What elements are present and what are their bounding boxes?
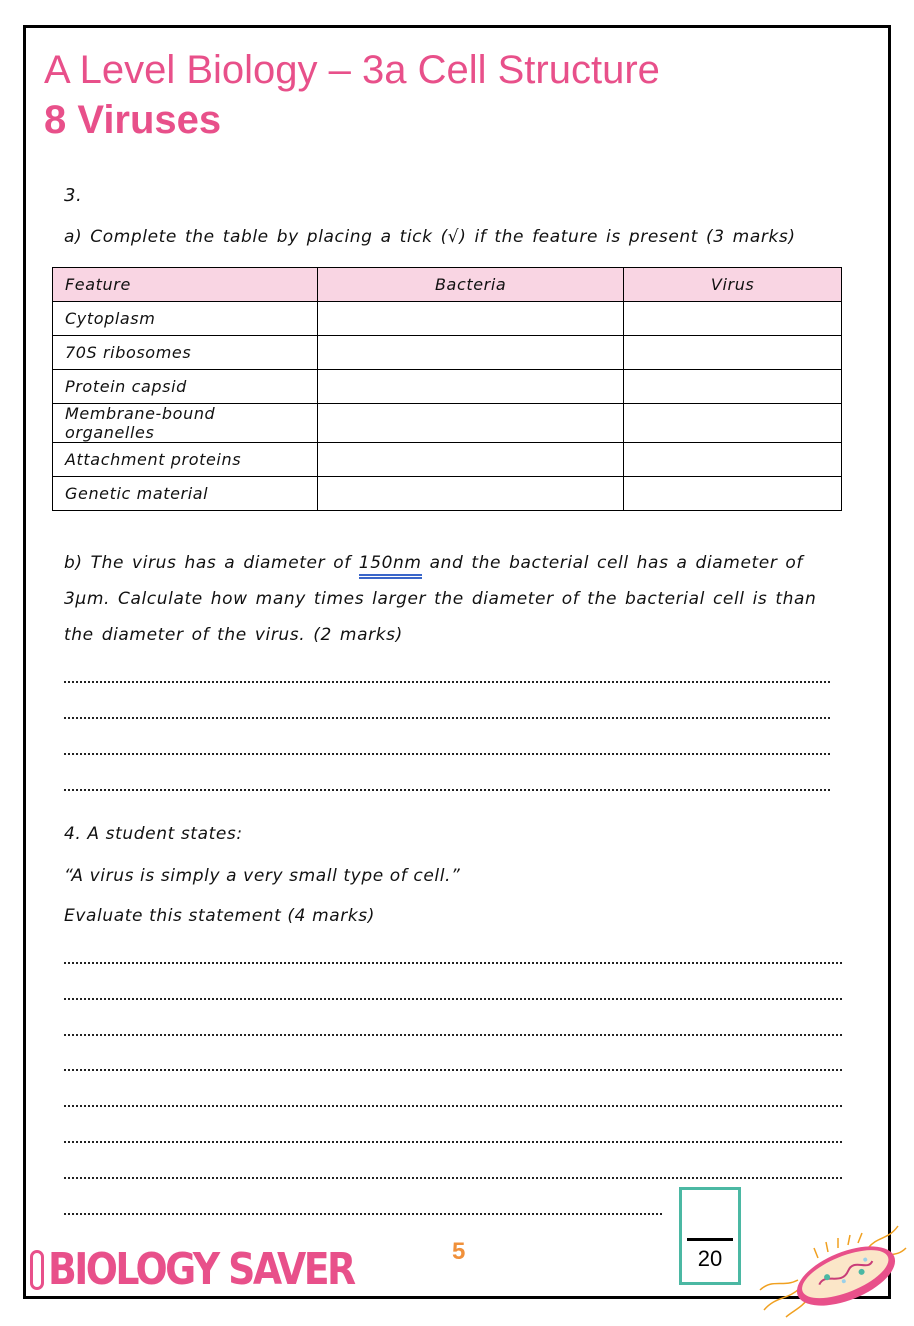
- page-frame: [23, 25, 891, 1299]
- virus-cell[interactable]: [624, 477, 842, 511]
- table-row: [53, 443, 842, 477]
- header-feature: Feature: [53, 268, 318, 302]
- question-3b-line-2: 3µm. Calculate how many times larger the diameter of the bacterial cell is than: [64, 589, 817, 609]
- answer-line[interactable]: [64, 789, 830, 791]
- table-header-row: [53, 268, 842, 302]
- table-row: [53, 302, 842, 336]
- feature-cell: Protein capsid: [53, 370, 318, 404]
- score-total: 20: [697, 1246, 723, 1271]
- table-row: [53, 370, 842, 404]
- feature-cell: Membrane-bound organelles: [53, 404, 318, 443]
- question-3-number: 3.: [64, 185, 83, 206]
- feature-cell: 70S ribosomes: [53, 336, 318, 370]
- bacteria-cell[interactable]: [318, 477, 624, 511]
- page-number: 5: [452, 1238, 466, 1265]
- answer-line[interactable]: [64, 1069, 842, 1071]
- bacterium-icon: [758, 1218, 908, 1318]
- logo-text: BIOLOGY SAVER: [48, 1244, 354, 1295]
- worksheet-title: A Level Biology – 3a Cell Structure: [44, 48, 660, 92]
- answer-line[interactable]: [64, 998, 842, 1000]
- worksheet-subtitle: 8 Viruses: [44, 98, 222, 142]
- score-box[interactable]: [679, 1187, 741, 1285]
- bacteria-cell[interactable]: [318, 302, 624, 336]
- bacteria-cell[interactable]: [318, 370, 624, 404]
- virus-cell[interactable]: [624, 336, 842, 370]
- question-4-intro: 4. A student states:: [64, 824, 243, 844]
- question-4-quote: “A virus is simply a very small type of cell.”: [64, 866, 461, 886]
- question-3b-line-1: [64, 553, 803, 573]
- feature-cell: Genetic material: [53, 477, 318, 511]
- bacteria-cell[interactable]: [318, 443, 624, 477]
- answer-line[interactable]: [64, 1034, 842, 1036]
- virus-cell[interactable]: [624, 370, 842, 404]
- question-3b-line-3: the diameter of the virus. (2 marks): [64, 625, 403, 645]
- table-row: [53, 336, 842, 370]
- answer-line[interactable]: [64, 1105, 842, 1107]
- virus-diameter-value: 150nm: [359, 553, 422, 576]
- answer-line[interactable]: [64, 681, 830, 683]
- feature-cell: Cytoplasm: [53, 302, 318, 336]
- virus-cell[interactable]: [624, 302, 842, 336]
- answer-line[interactable]: [64, 1177, 842, 1179]
- biology-saver-logo: [30, 1244, 354, 1296]
- answer-line[interactable]: [64, 1141, 842, 1143]
- bacteria-cell[interactable]: [318, 336, 624, 370]
- table-row: [53, 404, 842, 443]
- answer-line[interactable]: [64, 962, 842, 964]
- feature-cell: Attachment proteins: [53, 443, 318, 477]
- question-3b-text-after: and the bacterial cell has a diameter of: [421, 553, 804, 573]
- virus-cell[interactable]: [624, 404, 842, 443]
- question-3a-text: a) Complete the table by placing a tick (√) if the feature is present (3 marks): [64, 227, 796, 247]
- question-3b-text-before: b) The virus has a diameter of: [64, 553, 359, 573]
- score-divider: [687, 1238, 733, 1241]
- question-4-instruction: Evaluate this statement (4 marks): [64, 906, 375, 926]
- answer-line[interactable]: [64, 1213, 662, 1215]
- logo-capsule-icon: [30, 1250, 44, 1290]
- header-virus: Virus: [624, 268, 842, 302]
- feature-table: [52, 267, 842, 511]
- answer-line[interactable]: [64, 717, 830, 719]
- virus-cell[interactable]: [624, 443, 842, 477]
- table-row: [53, 477, 842, 511]
- answer-line[interactable]: [64, 753, 830, 755]
- header-bacteria: Bacteria: [318, 268, 624, 302]
- bacteria-cell[interactable]: [318, 404, 624, 443]
